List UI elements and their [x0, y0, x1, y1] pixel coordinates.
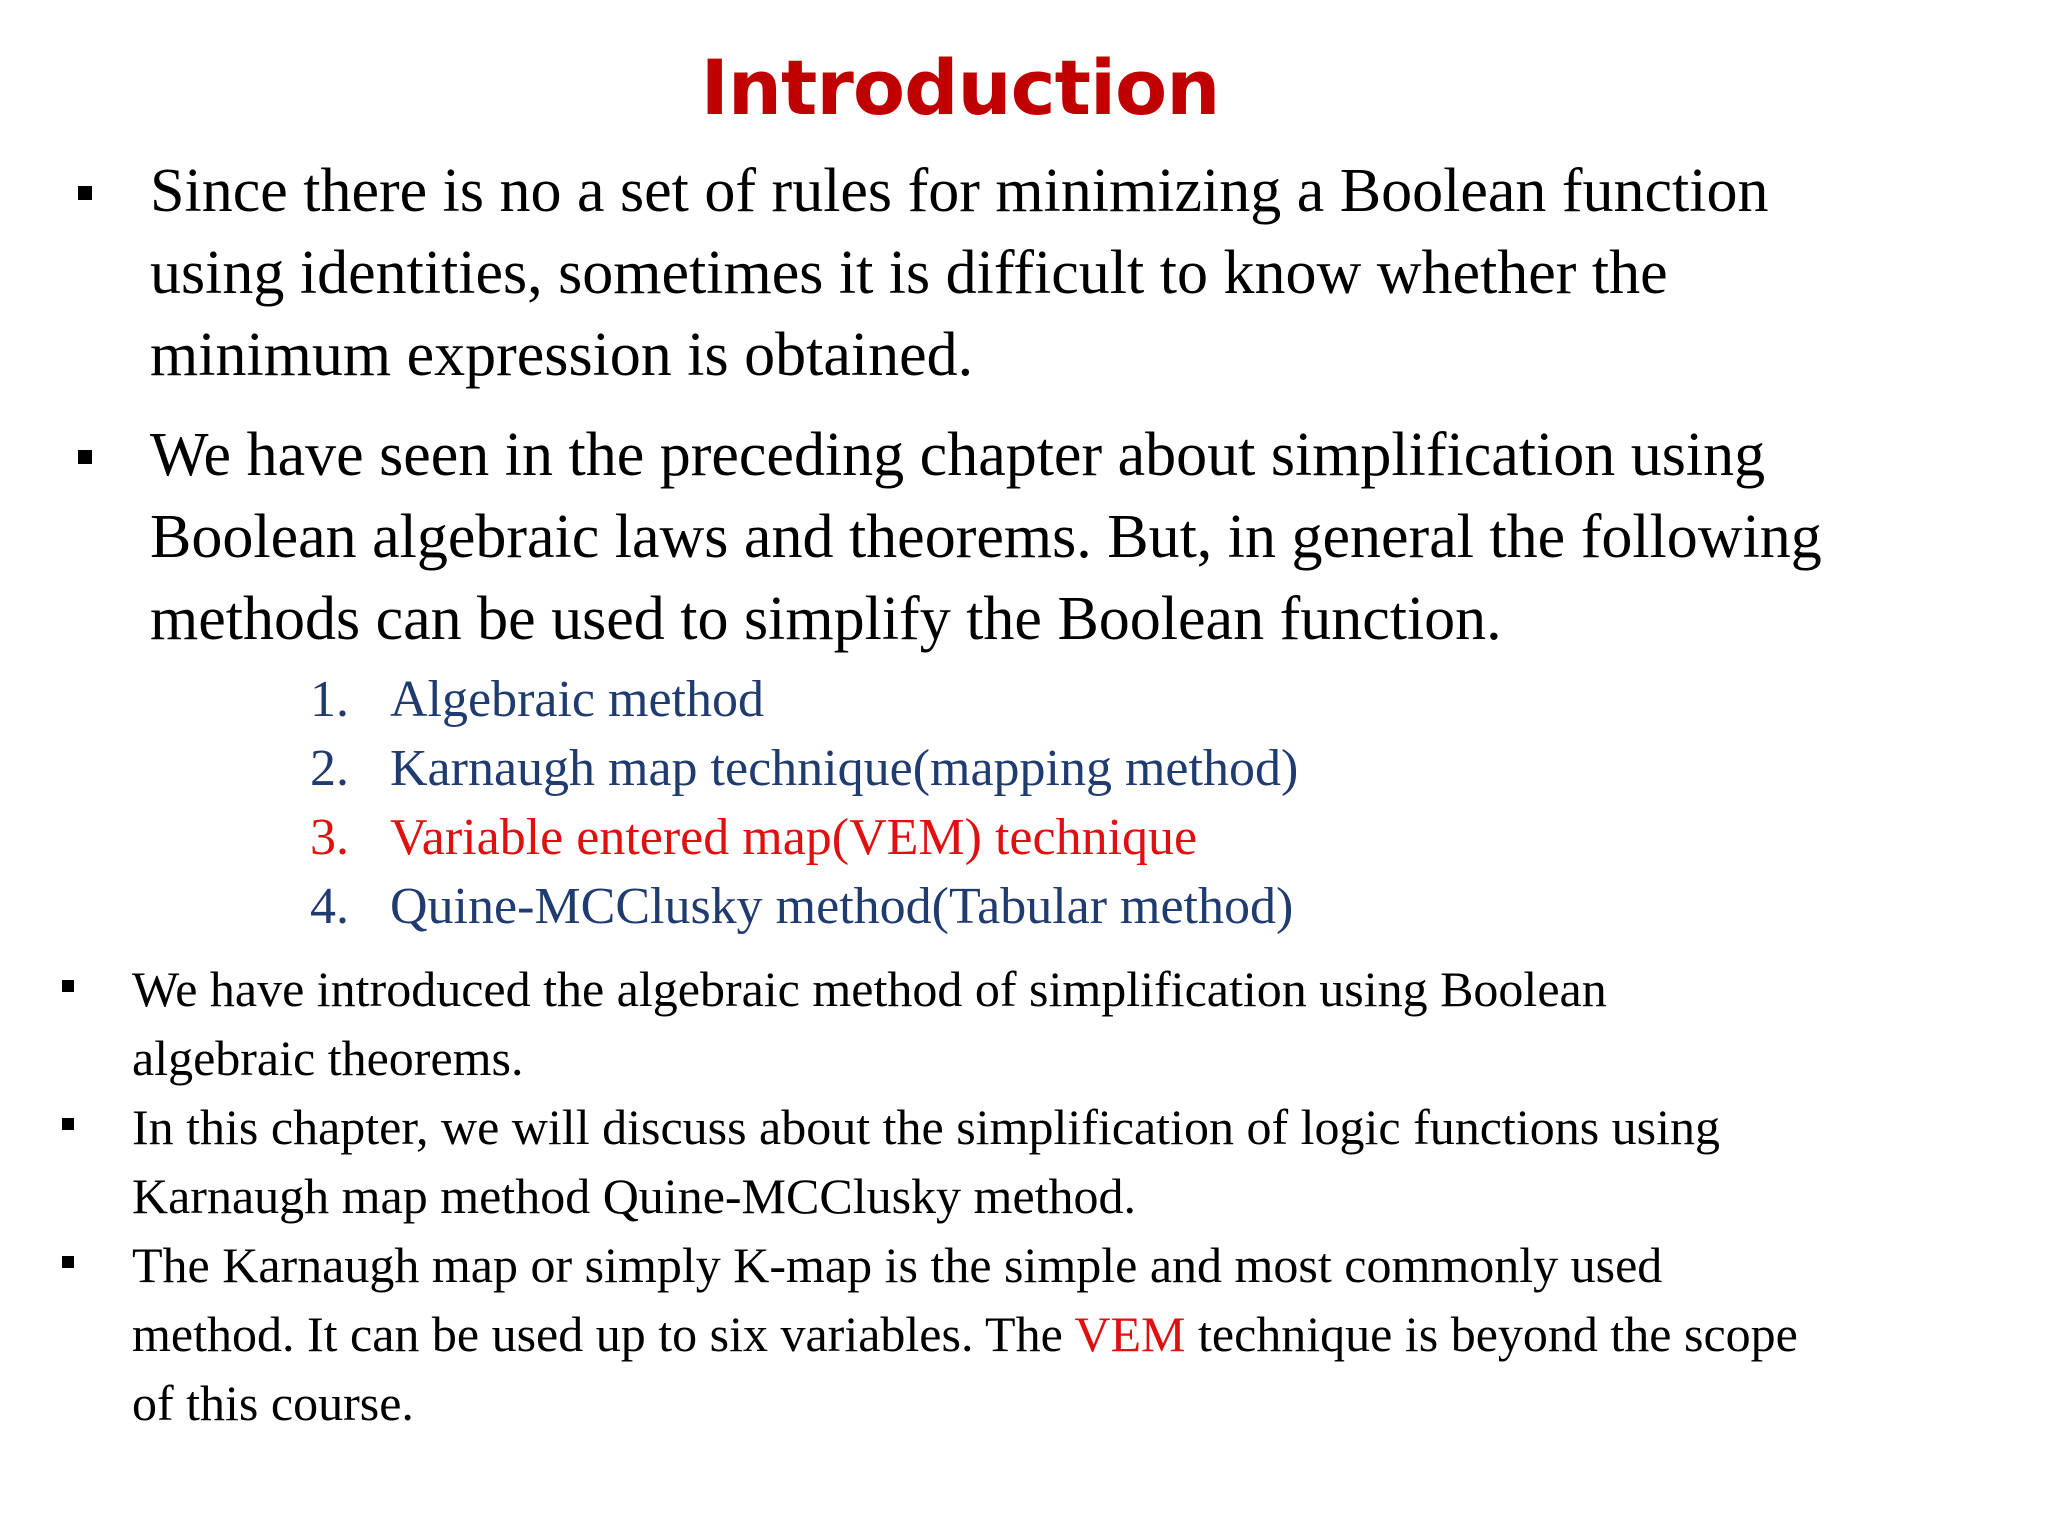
paragraph-line: methods can be used to simplify the Boolean function.: [150, 585, 1502, 653]
paragraph-line: In this chapter, we will discuss about the simplification of logic functions using: [132, 1099, 1721, 1155]
paragraph-line: We have introduced the algebraic method of simplification using Boolean: [132, 961, 1607, 1017]
text-run: technique is beyond the scope: [1185, 1306, 1798, 1362]
paragraph-line: of this course.: [132, 1375, 414, 1431]
list-label: Algebraic method: [390, 671, 764, 728]
bullet-icon: [62, 980, 74, 992]
paragraph-line: [132, 1300, 2032, 1369]
list-number: 3.: [310, 809, 349, 866]
paragraph-line: Since there is no a set of rules for minimizing a Boolean function: [150, 157, 1769, 225]
list-label: Variable entered map(VEM) technique: [390, 809, 1198, 866]
bullet-icon: [62, 1118, 74, 1130]
bullet-icon: [62, 1256, 74, 1268]
list-label: Karnaugh map technique(mapping method): [390, 740, 1299, 797]
paragraph-line: Boolean algebraic laws and theorems. But, in general the following: [150, 503, 1822, 571]
text-run: method. It can be used up to six variables. The: [132, 1306, 1075, 1362]
paragraph-line: We have seen in the preceding chapter about simplification using: [150, 421, 1766, 489]
bullet-icon: [78, 186, 92, 200]
list-number: 2.: [310, 740, 349, 797]
paragraph-line: algebraic theorems.: [132, 1030, 524, 1086]
paragraph-line: Karnaugh map method Quine-MCClusky method.: [132, 1168, 1137, 1224]
paragraph-line: using identities, sometimes it is difficult to know whether the: [150, 239, 1668, 307]
paragraph-line: minimum expression is obtained.: [150, 321, 974, 389]
paragraph-line: The Karnaugh map or simply K-map is the simple and most commonly used: [132, 1237, 1663, 1293]
list-label: Quine-MCClusky method(Tabular method): [390, 878, 1294, 935]
slide-title: Introduction: [700, 43, 1220, 132]
list-number: 1.: [310, 671, 349, 728]
vem-highlight: VEM: [1074, 1306, 1186, 1362]
bullet-icon: [78, 450, 92, 464]
list-number: 4.: [310, 878, 349, 935]
